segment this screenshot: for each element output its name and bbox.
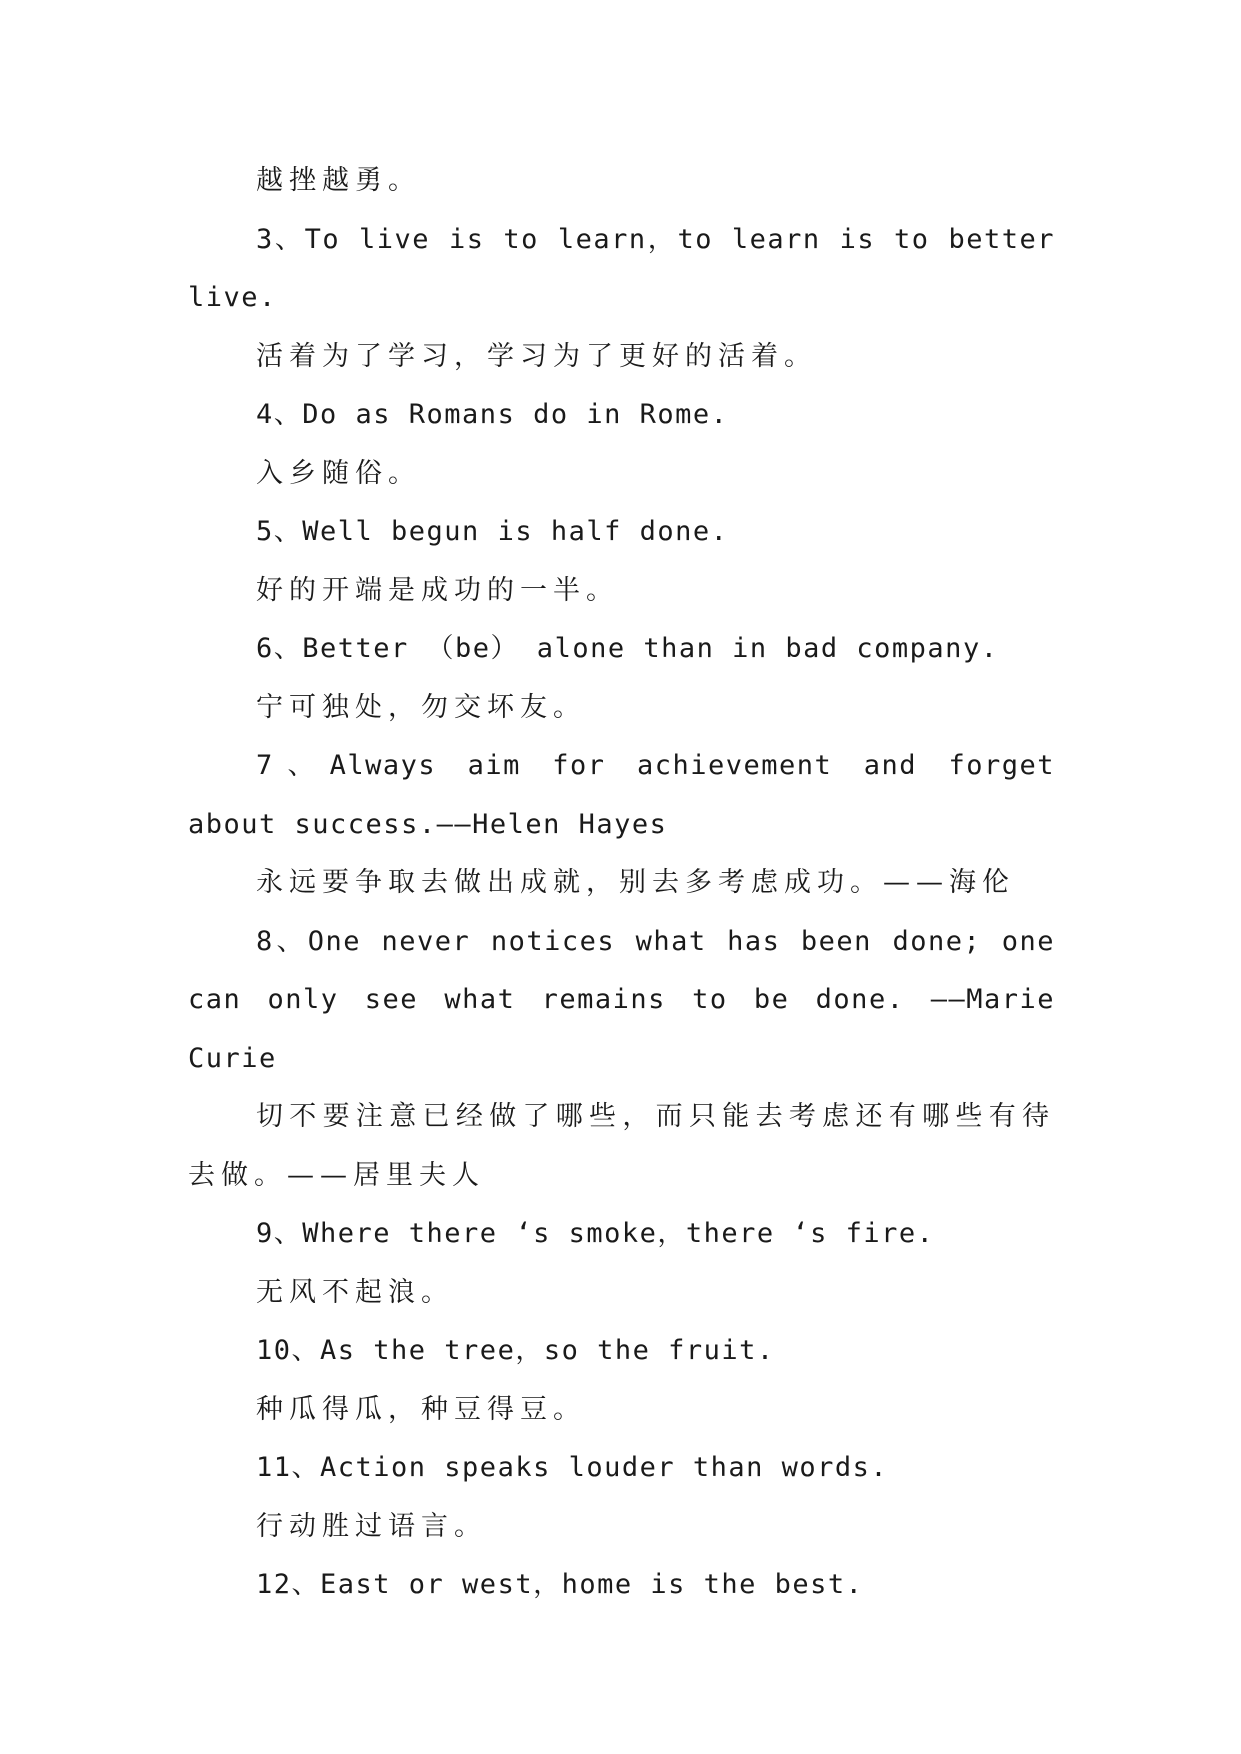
paragraph-en-15: 10、As the tree，so the fruit.: [256, 1335, 775, 1366]
paragraph-en-5: 5、Well begun is half done.: [256, 516, 729, 547]
paragraph-zh-12: 切不要注意已经做了哪些，而只能去考虑还有哪些有待去做。——居里夫人: [188, 1101, 1055, 1191]
paragraph-zh-16: 种瓜得瓜，种豆得豆。: [256, 1393, 586, 1425]
paragraph-en-9: 7、Always aim for achievement and forget about success.——Helen Hayes: [188, 750, 1055, 840]
paragraph-zh-4: 入乡随俗。: [256, 457, 421, 489]
paragraph-en-11: 8、One never notices what has been done; one can only see what remains to be done. ——Marie Curie: [188, 925, 1055, 1074]
paragraph-zh-14: 无风不起浪。: [256, 1276, 454, 1308]
document-body: [188, 152, 1055, 1615]
paragraph-en-1: 3、To live is to learn，to learn is to better live.: [188, 223, 1055, 313]
paragraph-zh-18: 行动胜过语言。: [256, 1510, 487, 1542]
paragraph-zh-10: 永远要争取去做出成就，别去多考虑成功。——海伦: [256, 867, 1015, 898]
paragraph-en-17: 11、Action speaks louder than words.: [256, 1452, 889, 1483]
paragraph-en-13: 9、Where there ‘s smoke，there ‘s fire.: [256, 1218, 935, 1249]
paragraph-zh-0: 越挫越勇。: [256, 165, 421, 196]
paragraph-zh-6: 好的开端是成功的一半。: [256, 574, 619, 606]
paragraph-zh-8: 宁可独处，勿交坏友。: [256, 691, 586, 723]
paragraph-zh-2: 活着为了学习，学习为了更好的活着。: [256, 340, 817, 372]
paragraph-en-7: 6、Better （be） alone than in bad company.: [256, 633, 999, 664]
paragraph-en-3: 4、Do as Romans do in Rome.: [256, 399, 729, 430]
paragraph-en-19: 12、East or west，home is the best.: [256, 1569, 864, 1600]
